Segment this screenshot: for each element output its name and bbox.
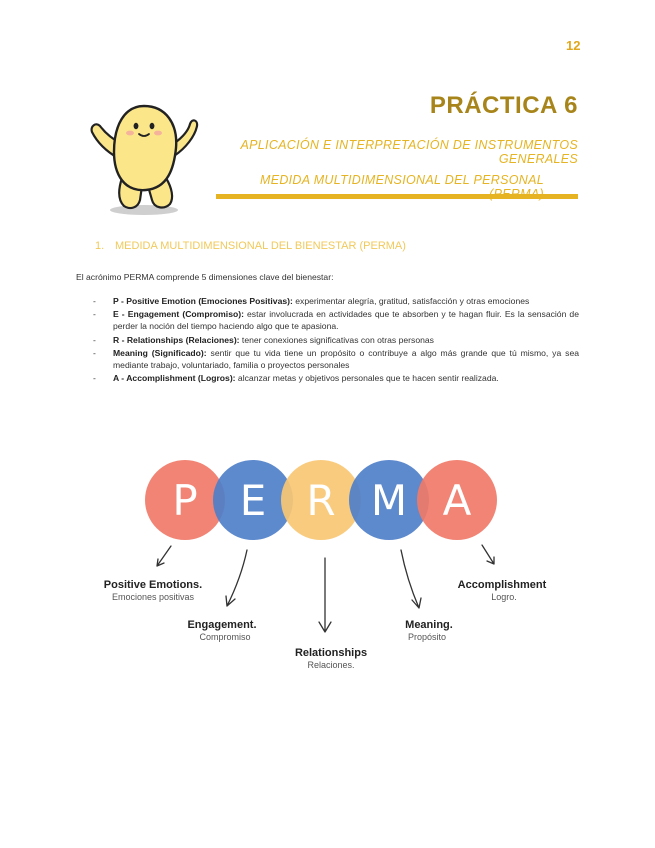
- list-item: [93, 308, 579, 332]
- label-engagement: Engagement.: [187, 619, 257, 631]
- list-dash: -: [93, 309, 96, 320]
- section-number: 1.: [95, 240, 105, 252]
- perma-letter-a: A: [442, 476, 472, 525]
- label-meaning: Meaning.: [405, 619, 453, 631]
- list-dash: -: [93, 373, 96, 384]
- list-dash: -: [93, 296, 96, 306]
- dimension-description: experimentar alegría, gratitud, satisfacción y otras emociones: [292, 296, 530, 306]
- label-accomplishment-es: Logro.: [491, 592, 517, 602]
- list-item: [93, 347, 579, 371]
- label-relationships: Relationships: [294, 647, 368, 659]
- section-heading: [95, 240, 406, 252]
- page-number: 12: [566, 38, 581, 53]
- section-heading-text: MEDIDA MULTIDIMENSIONAL DEL BIENESTAR (PERMA): [115, 240, 406, 252]
- perma-dimension-list: [93, 295, 579, 385]
- arrow-positive-emotions: [157, 546, 171, 566]
- dimension-description: estar involucrada en actividades que te absorben y te hagan fluir. Es la sensación de perder la noción del tiempo haciendo algo que te apasiona.: [113, 309, 579, 332]
- dimension-description: alcanzar metas y objetivos personales que te hacen sentir realizada.: [235, 373, 499, 384]
- practice-title: PRÁCTICA 6: [429, 92, 578, 119]
- dimension-term: R - Relationships (Relaciones):: [113, 334, 240, 345]
- label-meaning-es: Propósito: [407, 632, 447, 642]
- arrow-relationships: [319, 558, 331, 632]
- intro-paragraph: El acrónimo PERMA comprende 5 dimensiones clave del bienestar:: [76, 272, 334, 282]
- perma-letter-m: M: [370, 476, 408, 525]
- list-dash: -: [93, 347, 96, 358]
- label-positive-emotions-es: Emociones positivas: [111, 592, 195, 602]
- list-dash: -: [93, 334, 96, 345]
- dimension-term: E - Engagement (Compromiso):: [113, 309, 244, 320]
- dimension-term: A - Accomplishment (Logros):: [113, 373, 236, 384]
- perma-letter-p: P: [172, 476, 198, 525]
- practice-subtitle-line1: APLICACIÓN E INTERPRETACIÓN DE INSTRUMENTOS GENERALES: [240, 138, 578, 166]
- perma-diagram: [95, 448, 565, 688]
- perma-letter-r: R: [306, 476, 336, 525]
- arrow-accomplishment: [482, 545, 494, 564]
- label-positive-emotions: Positive Emotions.: [103, 579, 203, 591]
- label-relationships-es: Relaciones.: [307, 660, 355, 670]
- title-underline: [216, 194, 578, 199]
- practice-subtitle-line2: MEDIDA MULTIDIMENSIONAL DEL PERSONAL: [259, 173, 544, 187]
- list-item: [93, 334, 579, 346]
- perma-letter-e: E: [239, 476, 267, 525]
- dimension-term: P - Positive Emotion (Emociones Positivas):: [113, 296, 293, 306]
- label-engagement-es: Compromiso: [199, 632, 251, 642]
- list-item: [93, 372, 579, 384]
- arrow-engagement: [226, 550, 247, 606]
- dimension-description: tener conexiones significativas con otras personas: [239, 334, 434, 345]
- label-accomplishment: Accomplishment: [457, 579, 547, 591]
- mascot-illustration: [84, 96, 202, 218]
- dimension-description: sentir que tu vida tiene un propósito o contribuye a algo más grande que tú mismo, ya sea mediante trabajo, voluntariado, familia o proyectos personales: [113, 347, 579, 371]
- dimension-term: Meaning (Significado):: [113, 347, 207, 358]
- list-item: [93, 295, 579, 307]
- arrow-meaning: [401, 550, 421, 608]
